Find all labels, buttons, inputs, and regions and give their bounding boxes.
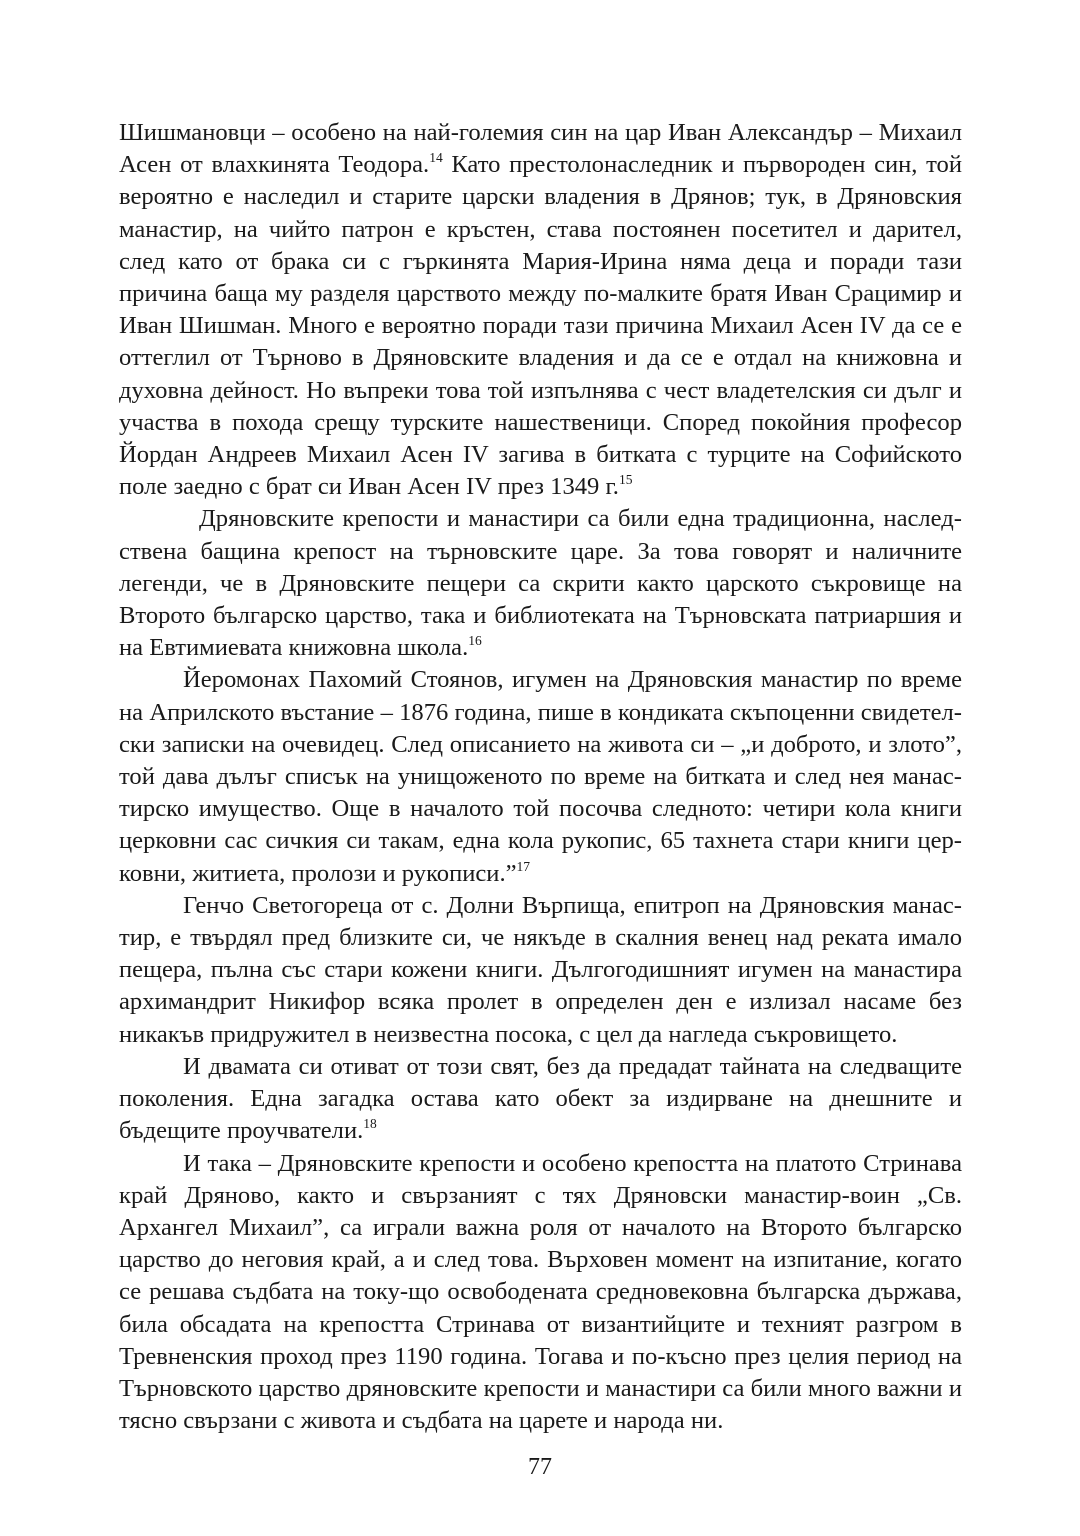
footnote-ref-17: 17	[516, 858, 531, 874]
paragraph-1-text: Шишмановци – особено на най-големия син на цар Иван Александър – Михаил Асен от влахкинята Теодора.	[119, 119, 962, 179]
footnote-ref-18: 18	[363, 1116, 377, 1132]
footnote-ref-15: 15	[618, 472, 633, 488]
paragraph-4	[119, 890, 962, 1051]
paragraph-4-text: Генчо Светогореца от с. Долни Върпища, епитроп на Дряновския манастир, е твърдял пред близките си, че някъде в скалния венец над реката имало пещера, пълна със стари кожени книги. Дългогодишният игумен на манастира архимандрит Никифор всяка пролет в определен ден е излизал насаме без никакъв придружител в неизвестна посока, с цел да нагледа съкровището.	[119, 891, 962, 1048]
footnote-ref-14: 14	[429, 150, 443, 166]
paragraph-2-text: Дряновските крепости и манастири са били една традиционна, наследствена бащина крепост на търновските царе. За това говорят и наличните легенди, че в Дряновските пещери са скрити както царското съкровище на Второто българско царство, така и библиотеката на Търновската патриаршия и на Евтимиевата книжовна школа.	[119, 505, 962, 662]
paragraph-5-text: И двамата си отиват от този свят, без да предадат тайната на следващите поколения. Една загадка остава като обект за издирване на днешните и бъдещите проучватели.	[119, 1052, 962, 1145]
paragraph-1-text-cont: Като престолонаследник и първороден син, той вероятно е наследил и старите царски владения в Дрянов; тук, в Дряновския манастир, на чийто патрон е кръстен, става постоянен посетител и дарител, след като от брака си с гъркинята Мария-Ирина няма деца и поради тази причина баща му разделя царството между по-малките братя Иван Срацимир и Иван Шишман. Много е вероятно поради тази причина Михаил Асен IV да се е оттеглил от Търново в Дряновските владения и да се е отдал на книжовна и духовна дейност. Но въпреки това той изпълнява с чест владетелския си дълг и участва в похода срещу турските нашественици. Според покойния професор Йордан Андреев Михаил Асен IV загива в битката с турците на Софийското поле заедно с брат си Иван Асен IV през 1349 г.	[119, 151, 962, 501]
paragraph-6-text: И така – Дряновските крепости и особено крепостта на платото Стринава край Дряново, както и свързаният с тях Дряновски манастир-воин „Св. Архангел Михаил”, са играли важна роля от началото на Второто българско царство до неговия край, а и след това. Върховен момент на изпитание, когато се решава съдбата на току-що освободената средновековна българска държава, била обсадата на крепостта Стринава от византийците и техният разгром в Тревненския проход през 1190 година. Тогава и по-късно през целия период на Търновското царство дряновските крепости и манастири са били много важни и тясно свързани с живота и съдбата на царете и народа ни.	[119, 1149, 962, 1435]
paragraph-2	[119, 503, 962, 664]
paragraph-3-text: Йеромонах Пахомий Стоянов, игумен на Дряновския манастир по време на Априлското въстание – 1876 година, пише в кондиката скъпоценни свидетелски записки на очевидец. След описанието на живота си – „и доброто, и злото”, той дава дълъг списък на унищоженото по време на битката и след нея манастирско имущество. Още в началото той посочва следното: четири кола книги церковни сас сичкия си такам, една кола рукопис, 65 тахнета стари книги церковни, житиета, пролози и рукописи.”	[119, 666, 962, 887]
paragraph-5	[119, 1051, 962, 1148]
paragraph-1	[119, 117, 962, 503]
footnote-ref-16: 16	[468, 633, 482, 649]
paragraph-3	[119, 664, 962, 889]
body-text	[119, 117, 962, 1437]
page-number: 77	[528, 1454, 552, 1480]
paragraph-6	[119, 1148, 962, 1438]
